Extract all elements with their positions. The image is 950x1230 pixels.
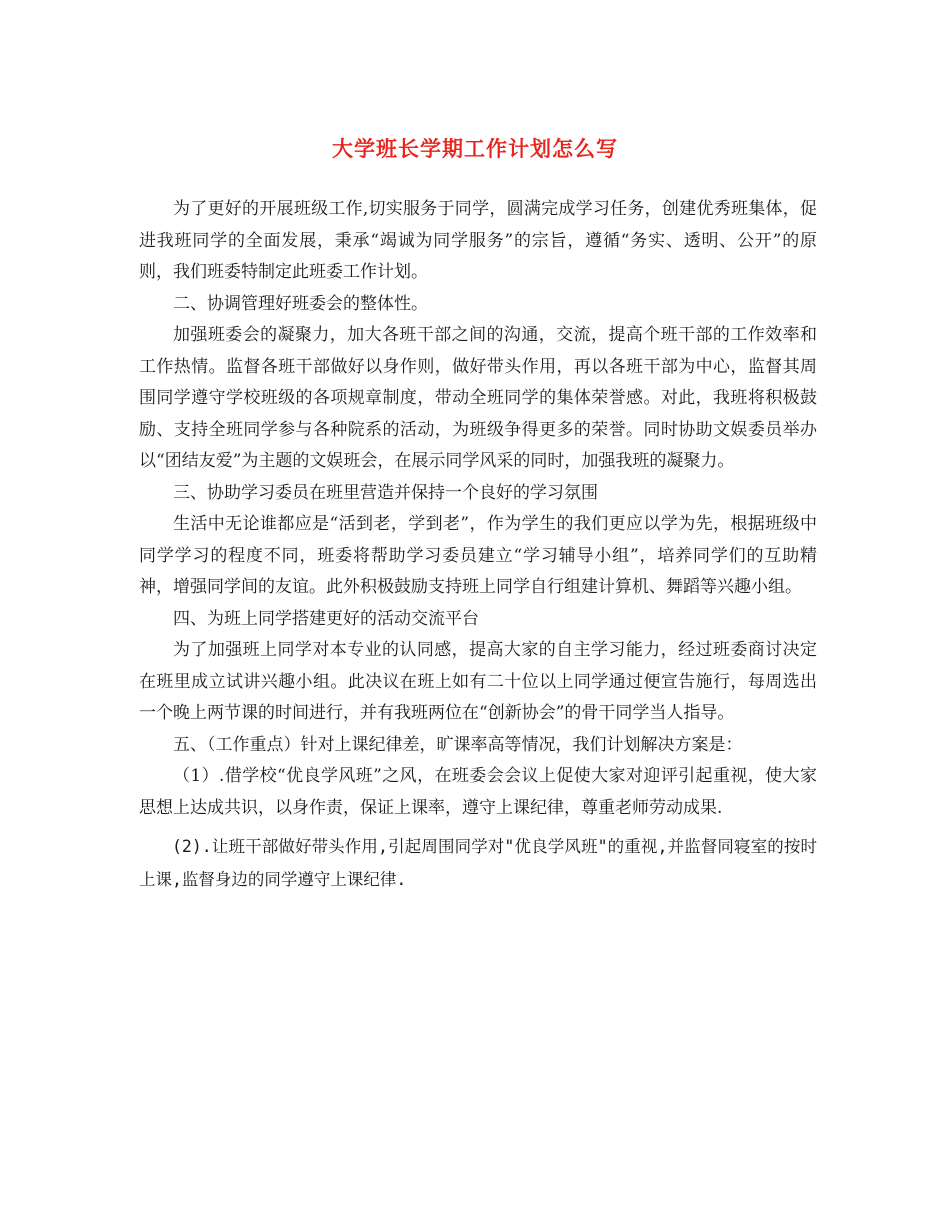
section-heading-5: 五、（工作重点）针对上课纪律差，旷课率高等情况，我们计划解决方案是： [173, 734, 743, 755]
document-title: 大学班长学期工作计划怎么写 [332, 136, 618, 162]
section-heading-3: 三、协助学习委员在班里营造并保持一个良好的学习氛围 [173, 482, 598, 503]
intro-paragraph: 为了更好的开展班级工作,切实服务于同学，圆满完成学习任务，创建优秀班集体，促进我班同学的全面发展，秉承“竭诚为同学服务”的宗旨，遵循“务实、透明、公开”的原则，我们班委特制定此班委工作计划。 [139, 199, 817, 282]
document-body [139, 194, 817, 896]
section-heading-2: 二、协调管理好班委会的整体性。 [173, 293, 428, 314]
section-2-paragraph: 加强班委会的凝聚力，加大各班干部之间的沟通，交流，提高个班干部的工作效率和工作热情。监督各班干部做好以身作则，做好带头作用，再以各班干部为中心，监督其周围同学遵守学校班级的各项规章制度，带动全班同学的集体荣誉感。对此，我班将积极鼓励、支持全班同学参与各种院系的活动，为班级争得更多的荣誉。同时协助文娱委员举办以“团结友爱”为主题的文娱班会，在展示同学风采的同时，加强我班的凝聚力。 [139, 325, 817, 471]
section-3-paragraph: 生活中无论谁都应是“活到老，学到老”，作为学生的我们更应以学为先，根据班级中同学学习的程度不同，班委将帮助学习委员建立“学习辅导小组”，培养同学们的互助精神，增强同学间的友谊。此外积极鼓励支持班上同学自行组建计算机、舞蹈等兴趣小组。 [139, 514, 817, 597]
solution-item-2: (2).让班干部做好带头作用,引起周围同学对"优良学风班"的重视,并监督同寝室的按时上课,监督身边的同学遵守上课纪律. [139, 837, 817, 889]
section-heading-4: 四、为班上同学搭建更好的活动交流平台 [173, 608, 479, 629]
section-4-paragraph: 为了加强班上同学对本专业的认同感，提高大家的自主学习能力，经过班委商讨决定在班里成立试讲兴趣小组。此决议在班上如有二十位以上同学通过便宣告施行，每周选出一个晚上两节课的时间进行，并有我班两位在“创新协会”的骨干同学当人指导。 [139, 640, 817, 723]
solution-item-1: （1）.借学校“优良学风班”之风，在班委会会议上促使大家对迎评引起重视，使大家思想上达成共识，以身作责，保证上课率，遵守上课纪律，尊重老师劳动成果. [139, 766, 817, 818]
